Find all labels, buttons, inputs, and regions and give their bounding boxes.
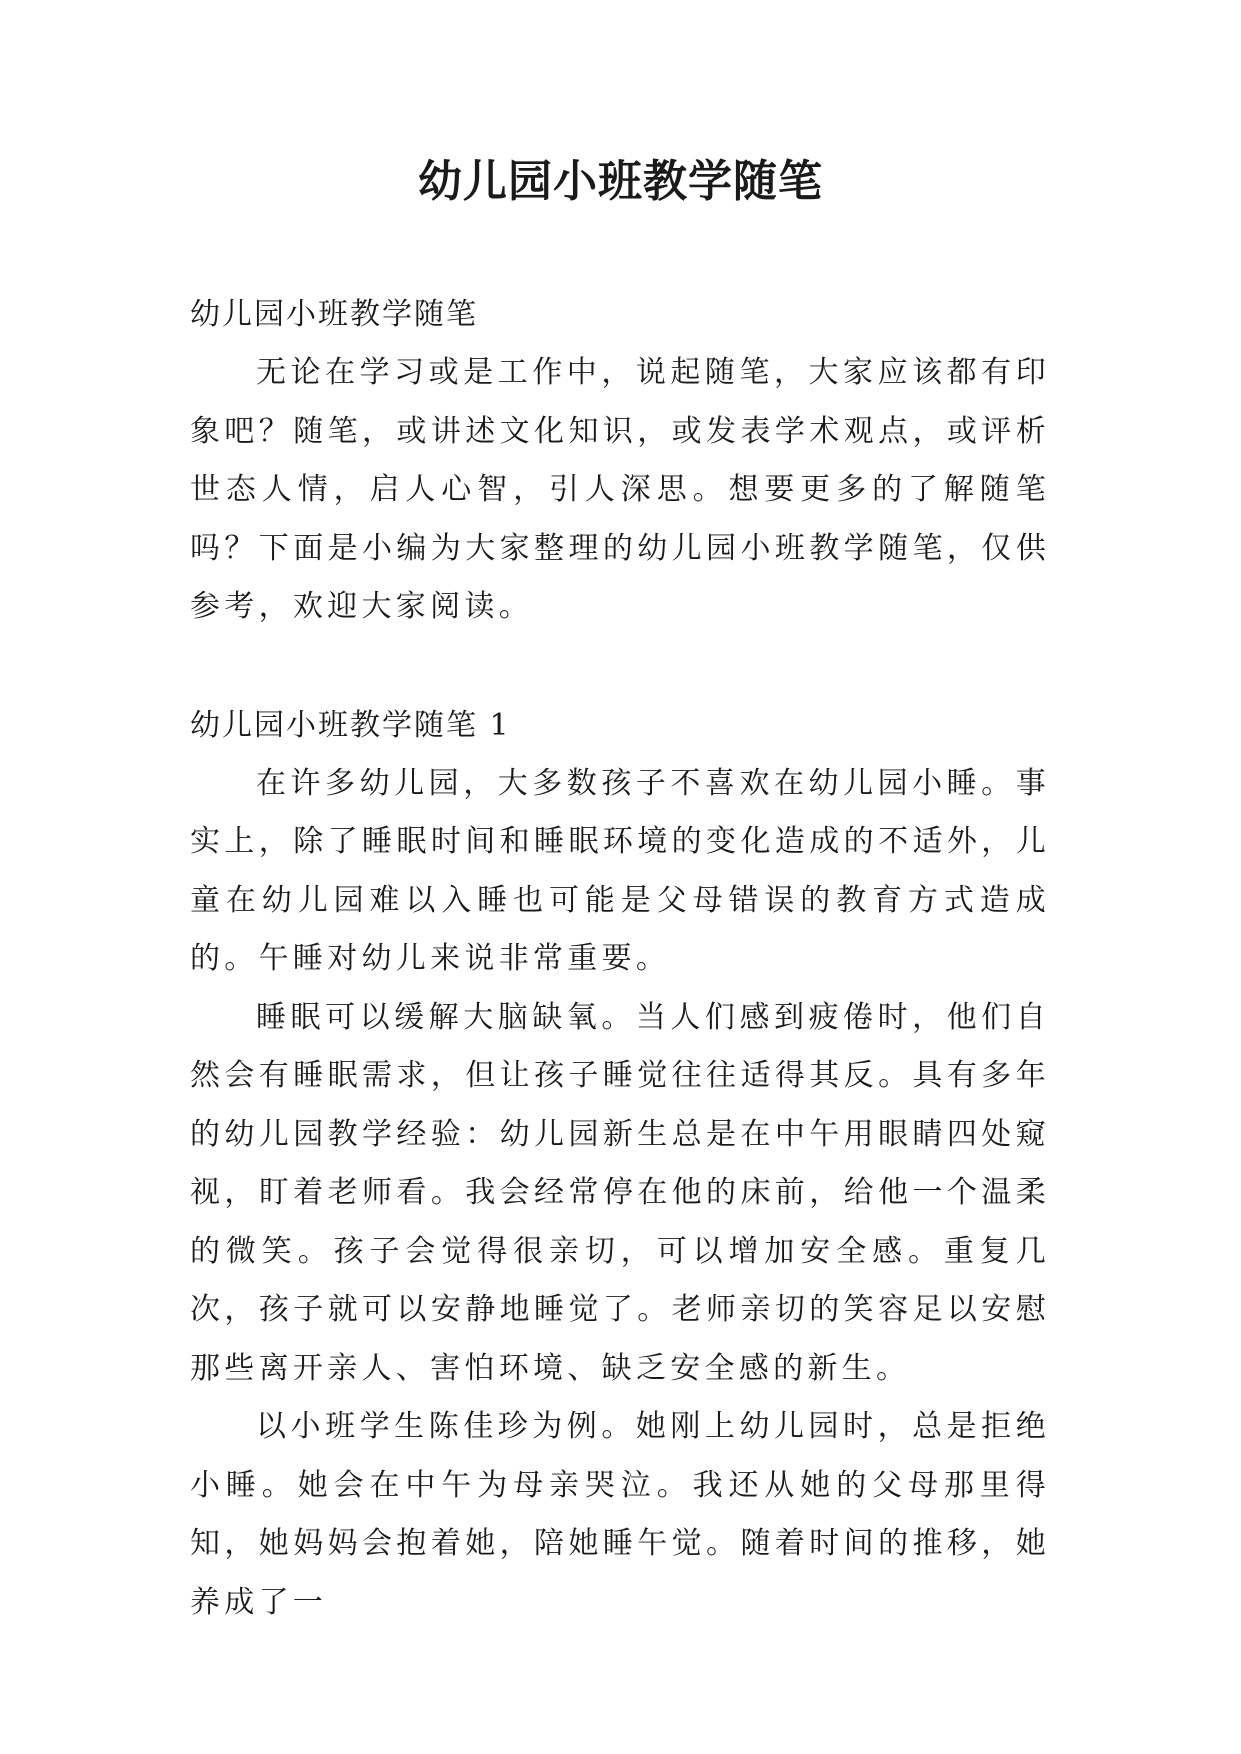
section-spacer [190, 637, 1050, 697]
section-1-paragraph-2: 睡眠可以缓解大脑缺氧。当人们感到疲倦时，他们自然会有睡眠需求，但让孩子睡觉往往适得其反。具有多年的幼儿园教学经验：幼儿园新生总是在中午用眼睛四处窥视，盯着老师看。我会经常停在他的床前，给他一个温柔的微笑。孩子会觉得很亲切，可以增加安全感。重复几次，孩子就可以安静地睡觉了。老师亲切的笑容足以安慰那些离开亲人、害怕环境、缺乏安全感的新生。 [190, 999, 1050, 1386]
intro-paragraph: 无论在学习或是工作中，说起随笔，大家应该都有印象吧？随笔，或讲述文化知识，或发表学术观点，或评析世态人情，启人心智，引人深思。想要更多的了解随笔吗？下面是小编为大家整理的幼儿园小班教学随笔，仅供参考，欢迎大家阅读。 [190, 355, 1050, 624]
intro-heading: 幼儿园小班教学随笔 [190, 297, 478, 332]
section-1-paragraph-3: 以小班学生陈佳珍为例。她刚上幼儿园时，总是拒绝小睡。她会在中午为母亲哭泣。我还从她的父母那里得知，她妈妈会抱着她，陪她睡午觉。随着时间的推移，她养成了一 [190, 1409, 1050, 1620]
section-1-paragraph-1: 在许多幼儿园，大多数孩子不喜欢在幼儿园小睡。事实上，除了睡眠时间和睡眠环境的变化造成的不适外，儿童在幼儿园难以入睡也可能是父母错误的教育方式造成的。午睡对幼儿来说非常重要。 [190, 765, 1050, 976]
document-title: 幼儿园小班教学随笔 [418, 156, 823, 207]
document-body [190, 286, 1050, 1632]
section-1-heading: 幼儿园小班教学随笔 1 [190, 707, 511, 743]
